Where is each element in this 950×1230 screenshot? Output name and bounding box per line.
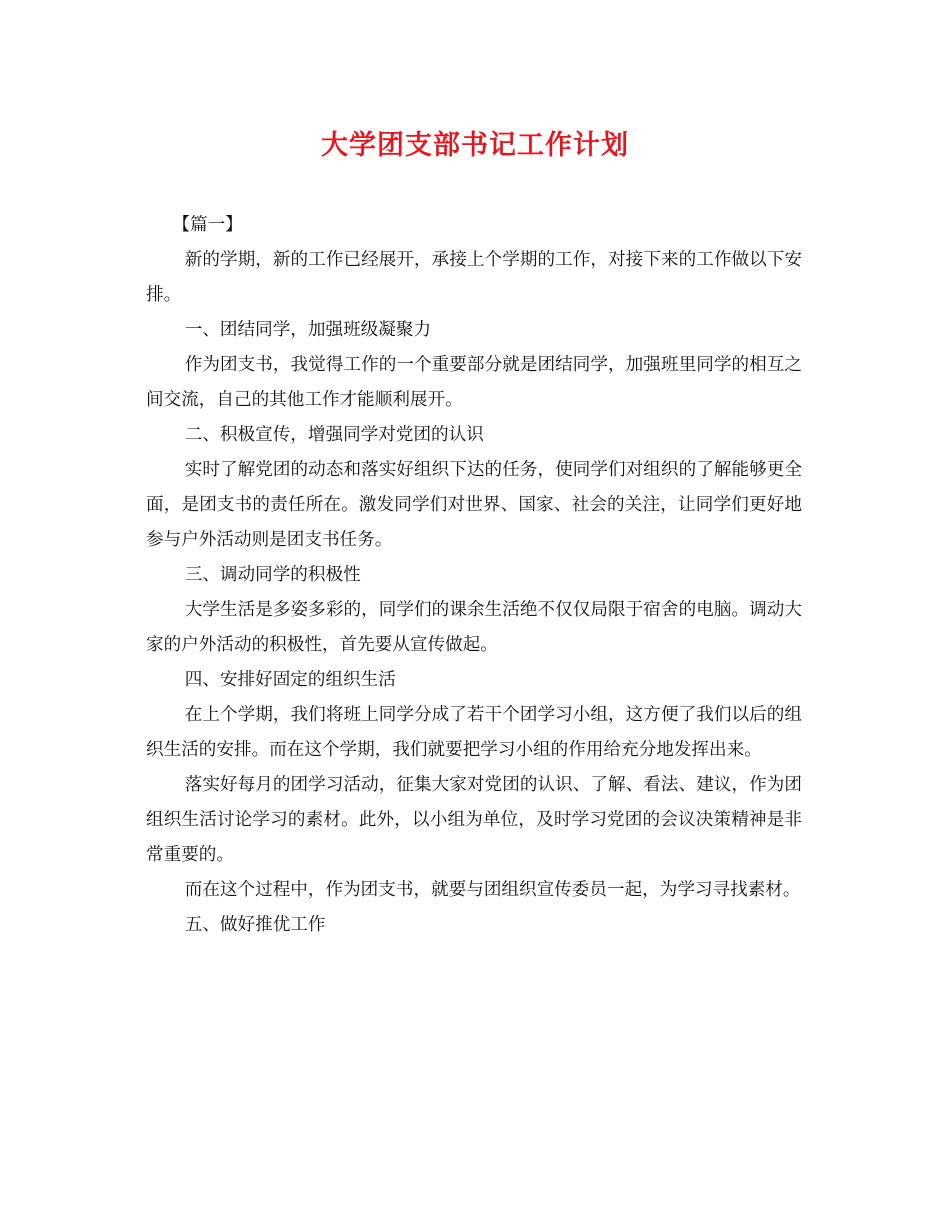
paragraph: 落实好每月的团学习活动，征集大家对党团的认识、了解、看法、建议，作为团组织生活讨论学习的素材。此外，以小组为单位，及时学习党团的会议决策精神是非常重要的。 [146, 775, 802, 865]
section-tag: 【篇一】 [172, 215, 243, 235]
section-heading: 四、安排好固定的组织生活 [184, 670, 396, 690]
section-heading: 三、调动同学的积极性 [184, 565, 361, 585]
paragraph: 在上个学期，我们将班上同学分成了若干个团学习小组，这方便了我们以后的组织生活的安排。而在这个学期，我们就要把学习小组的作用给充分地发挥出来。 [146, 705, 802, 760]
section-heading: 一、团结同学，加强班级凝聚力 [184, 320, 432, 340]
paragraph: 新的学期，新的工作已经展开，承接上个学期的工作，对接下来的工作做以下安排。 [146, 250, 802, 305]
section-heading: 五、做好推优工作 [184, 915, 326, 935]
paragraph: 而在这个过程中，作为团支书，就要与团组织宣传委员一起，为学习寻找素材。 [184, 880, 801, 900]
document-body [146, 208, 802, 943]
paragraph: 作为团支书，我觉得工作的一个重要部分就是团结同学，加强班里同学的相互之间交流，自己的其他工作才能顺利展开。 [146, 355, 802, 410]
paragraph: 实时了解党团的动态和落实好组织下达的任务，使同学们对组织的了解能够更全面，是团支书的责任所在。激发同学们对世界、国家、社会的关注，让同学们更好地参与户外活动则是团支书任务。 [146, 460, 802, 550]
paragraph: 大学生活是多姿多彩的，同学们的课余生活绝不仅仅局限于宿舍的电脑。调动大家的户外活动的积极性，首先要从宣传做起。 [146, 600, 802, 655]
section-heading: 二、积极宣传，增强同学对党团的认识 [184, 425, 484, 445]
document-title: 大学团支部书记工作计划 [321, 130, 629, 161]
